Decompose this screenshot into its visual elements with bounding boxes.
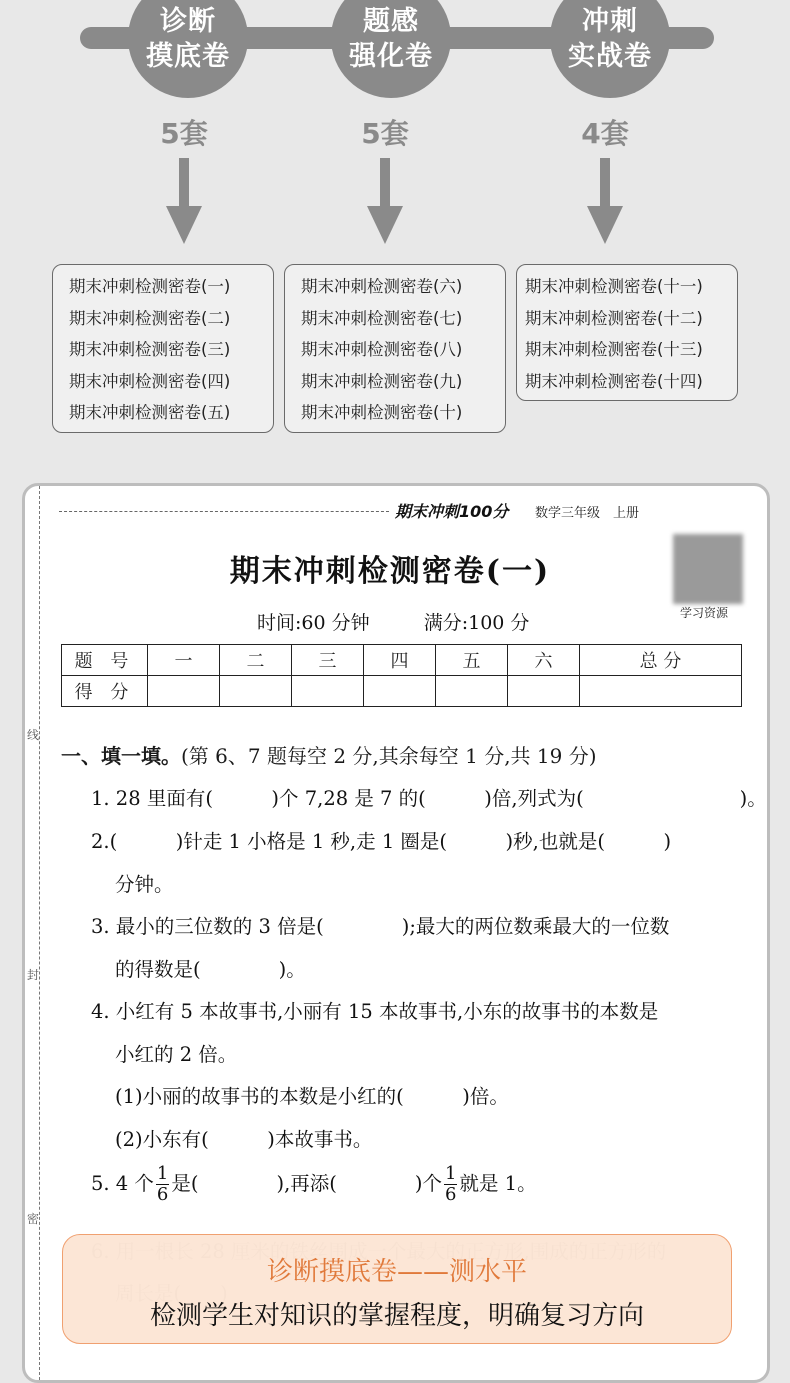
binding-mark: 线 — [27, 728, 40, 742]
question-4-cont: 小红的 2 倍。 — [115, 1043, 238, 1066]
table-cell — [580, 676, 742, 707]
banner-text: 检测学生对知识的掌握程度，明确复习方向 — [149, 1301, 644, 1331]
category-badge-practice — [331, 0, 451, 98]
exam-time: 时间:60 分钟 — [257, 612, 370, 634]
category-badge-sprint — [550, 0, 670, 98]
table-cell: 二 — [220, 645, 292, 676]
list-item: 期末冲刺检测密卷(十一) — [525, 277, 703, 296]
list-item: 期末冲刺检测密卷(十四) — [525, 371, 703, 391]
table-cell: 一 — [148, 645, 220, 676]
table-cell — [508, 676, 580, 707]
question-2: 2.( )针走 1 小格是 1 秒,走 1 圈是( )秒,也就是( ) — [91, 830, 672, 853]
question-4-part-2: (2)小东有( )本故事书。 — [115, 1128, 373, 1151]
binding-mark: 密 — [27, 1212, 40, 1226]
down-arrow-icon — [164, 158, 204, 244]
question-5-text: 就是 1。 — [459, 1172, 537, 1195]
question-5-text: 是( ),再添( )个 — [171, 1172, 443, 1195]
paper-list-diagnostic — [52, 264, 274, 433]
table-cell: 五 — [436, 645, 508, 676]
fraction — [444, 1164, 457, 1205]
category-name: 题感 强化卷 — [349, 6, 433, 72]
table-cell: 四 — [364, 645, 436, 676]
qr-code[interactable] — [673, 534, 743, 604]
table-row — [62, 676, 742, 707]
table-cell: 三 — [292, 645, 364, 676]
table-cell: 六 — [508, 645, 580, 676]
section-title: 一、填一填。 — [61, 744, 181, 768]
binding-line — [39, 486, 40, 1380]
list-item: 期末冲刺检测密卷(九) — [301, 371, 463, 391]
question-2-cont: 分钟。 — [115, 873, 174, 896]
table-cell: 总 分 — [580, 645, 742, 676]
category-name: 冲刺 实战卷 — [568, 6, 652, 72]
list-item: 期末冲刺检测密卷(八) — [301, 340, 463, 360]
list-item: 期末冲刺检测密卷(二) — [69, 308, 231, 328]
table-cell — [220, 676, 292, 707]
category-count: 5套 — [160, 117, 208, 150]
category-badge-diagnostic — [128, 0, 248, 98]
table-row — [62, 645, 742, 676]
fraction-denominator: 6 — [156, 1184, 169, 1205]
fraction-numerator: 1 — [445, 1163, 457, 1184]
question-5 — [91, 1164, 537, 1205]
feature-banner — [62, 1234, 732, 1344]
question-3-cont: 的得数是( )。 — [115, 958, 306, 981]
section-note: (第 6、7 题每空 2 分,其余每空 1 分,共 19 分) — [181, 744, 597, 768]
list-item: 期末冲刺检测密卷(十) — [301, 403, 463, 423]
list-item: 期末冲刺检测密卷(四) — [69, 371, 231, 391]
question-4: 4. 小红有 5 本故事书,小丽有 15 本故事书,小东的故事书的本数是 — [91, 1000, 659, 1023]
list-item: 期末冲刺检测密卷(一) — [69, 277, 231, 296]
table-cell — [364, 676, 436, 707]
exam-meta — [257, 608, 529, 635]
qr-label: 学习资源 — [680, 606, 729, 620]
list-item: 期末冲刺检测密卷(五) — [69, 403, 231, 423]
fraction-denominator: 6 — [445, 1184, 457, 1205]
fraction — [156, 1164, 169, 1205]
section-heading — [61, 740, 597, 769]
subject-label: 数学三年级 上册 — [535, 506, 640, 521]
list-item: 期末冲刺检测密卷(六) — [301, 277, 463, 296]
banner-title: 诊断摸底卷——测水平 — [266, 1257, 527, 1287]
paper-list-sprint — [516, 264, 738, 401]
table-cell — [436, 676, 508, 707]
category-count: 5套 — [361, 117, 409, 150]
list-item: 期末冲刺检测密卷(三) — [69, 340, 231, 360]
list-item: 期末冲刺检测密卷(七) — [301, 308, 463, 328]
header-divider — [59, 511, 389, 512]
paper-list-practice — [284, 264, 506, 433]
score-table — [61, 644, 742, 707]
exam-full-score: 满分:100 分 — [423, 612, 530, 634]
list-item: 期末冲刺检测密卷(十二) — [525, 308, 703, 328]
table-cell: 题 号 — [62, 645, 148, 676]
down-arrow-icon — [365, 158, 405, 244]
question-1: 1. 28 里面有( )个 7,28 是 7 的( )倍,列式为( )。 — [91, 787, 767, 810]
category-count: 4套 — [581, 117, 629, 150]
category-name: 诊断 摸底卷 — [146, 6, 230, 72]
table-cell: 得 分 — [62, 676, 148, 707]
question-3: 3. 最小的三位数的 3 倍是( );最大的两位数乘最大的一位数 — [91, 915, 670, 938]
question-4-part-1: (1)小丽的故事书的本数是小红的( )倍。 — [115, 1085, 509, 1108]
table-cell — [292, 676, 364, 707]
binding-mark: 封 — [27, 968, 40, 982]
table-cell — [148, 676, 220, 707]
question-5-text: 5. 4 个 — [91, 1172, 154, 1195]
down-arrow-icon — [585, 158, 625, 244]
list-item: 期末冲刺检测密卷(十三) — [525, 340, 703, 360]
brand-name: 期末冲刺100分 — [395, 502, 509, 521]
page-title: 期末冲刺检测密卷(一) — [229, 554, 551, 589]
fraction-numerator: 1 — [156, 1163, 169, 1184]
